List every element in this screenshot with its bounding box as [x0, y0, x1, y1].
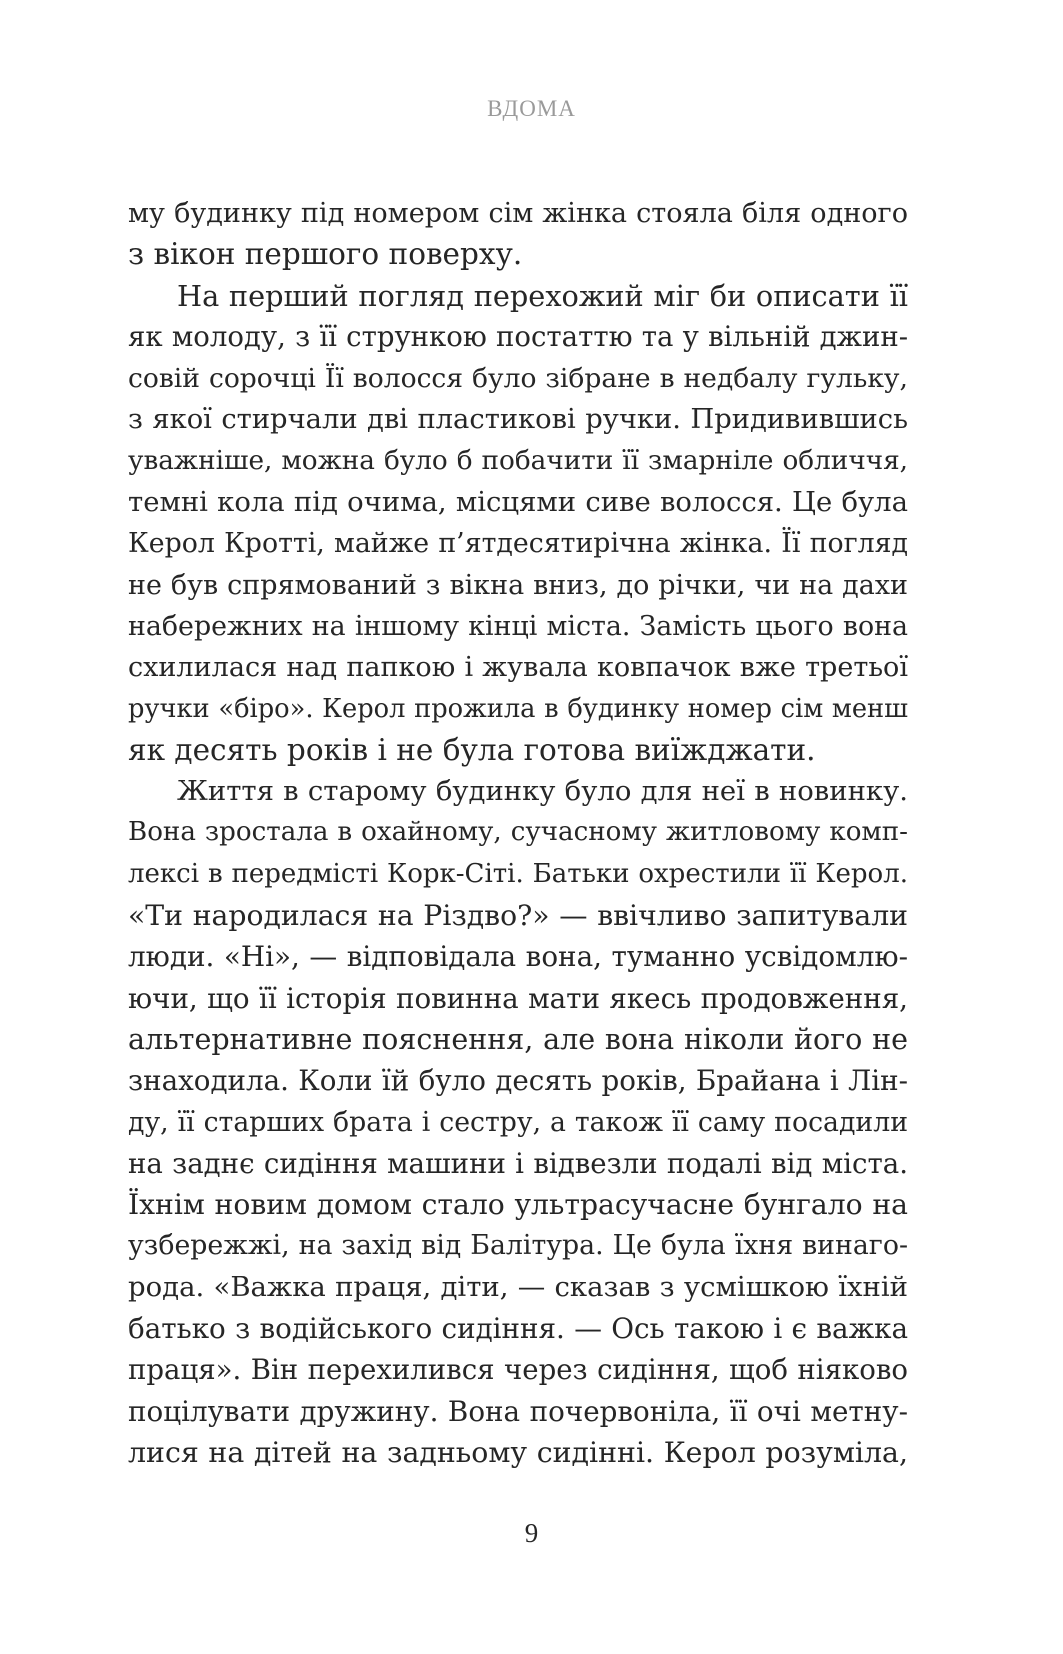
text-line: лексі в передмісті Корк-Сіті. Батьки охрестили її Керол.	[128, 858, 908, 889]
text-line: люди. «Ні», — відповідала вона, туманно усвідомлю-	[128, 940, 908, 974]
text-line: узбережжі, на захід від Балітура. Це була їхня винаго-	[128, 1230, 908, 1262]
running-head: ВДОМА	[487, 96, 576, 121]
text-line: му будинку під номером сім жінка стояла біля одного	[128, 198, 908, 229]
text-line: як десять років і не була готова виїжджати.	[128, 732, 816, 767]
text-line: ручки «біро». Керол прожила в будинку номер сім менш	[128, 693, 908, 724]
text-line: Вона зростала в охайному, сучасному житловому комп-	[128, 817, 908, 848]
text-line: не був спрямований з вікна вниз, до річки, чи на дахи	[128, 569, 908, 601]
text-line: Їхнім новим домом стало ультрасучасне бунгало на	[128, 1188, 908, 1222]
text-line: ду, її старших брата і сестру, а також її саму посадили	[128, 1106, 908, 1138]
text-line: праця». Він перехилився через сидіння, щоб ніяково	[128, 1353, 908, 1387]
text-line: з якої стирчали дві пластикові ручки. Придивившись	[128, 404, 908, 436]
text-line: совій сорочці Її волосся було зібране в недбалу гульку,	[128, 363, 908, 395]
text-line: набережних на іншому кінці міста. Замість цього вона	[128, 610, 908, 642]
text-line: на заднє сидіння машини і відвезли подалі від міста.	[128, 1146, 908, 1180]
body-text	[128, 193, 908, 1473]
text-line: На перший погляд перехожий міг би описати її	[177, 278, 908, 313]
text-line: батько з водійського сидіння. — Ось такою і є важка	[128, 1312, 908, 1346]
text-line: ючи, що її історія повинна мати якесь продовження,	[128, 981, 908, 1015]
text-line: уважніше, можна було б побачити її змарніле обличчя,	[128, 445, 908, 476]
text-line: рода. «Важка праця, діти, — сказав з усмішкою їхній	[128, 1270, 908, 1303]
text-line: лися на дітей на задньому сидінні. Керол розуміла,	[128, 1435, 908, 1469]
text-line: як молоду, з її стрункою постаттю та у вільній джин-	[128, 320, 908, 353]
text-line: схилилася над папкою і жувала ковпачок вже третьої	[128, 652, 908, 684]
text-line: знаходила. Коли їй було десять років, Брайана і Лін-	[128, 1064, 908, 1098]
text-line: поцілувати дружину. Вона почервоніла, її очі метну-	[128, 1394, 908, 1428]
text-line: альтернативне пояснення, але вона ніколи його не	[128, 1022, 908, 1056]
text-line: темні кола під очима, місцями сиве волосся. Це була	[128, 487, 908, 519]
text-line: Керол Кротті, майже п’ятдесятирічна жінка. Її погляд	[128, 528, 908, 560]
text-line: «Ти народилася на Різдво?» — ввічливо запитували	[128, 899, 908, 933]
text-line: Життя в старому будинку було для неї в новинку.	[177, 775, 908, 808]
page-number: 9	[524, 1518, 539, 1548]
text-line: з вікон першого поверху.	[128, 237, 523, 272]
